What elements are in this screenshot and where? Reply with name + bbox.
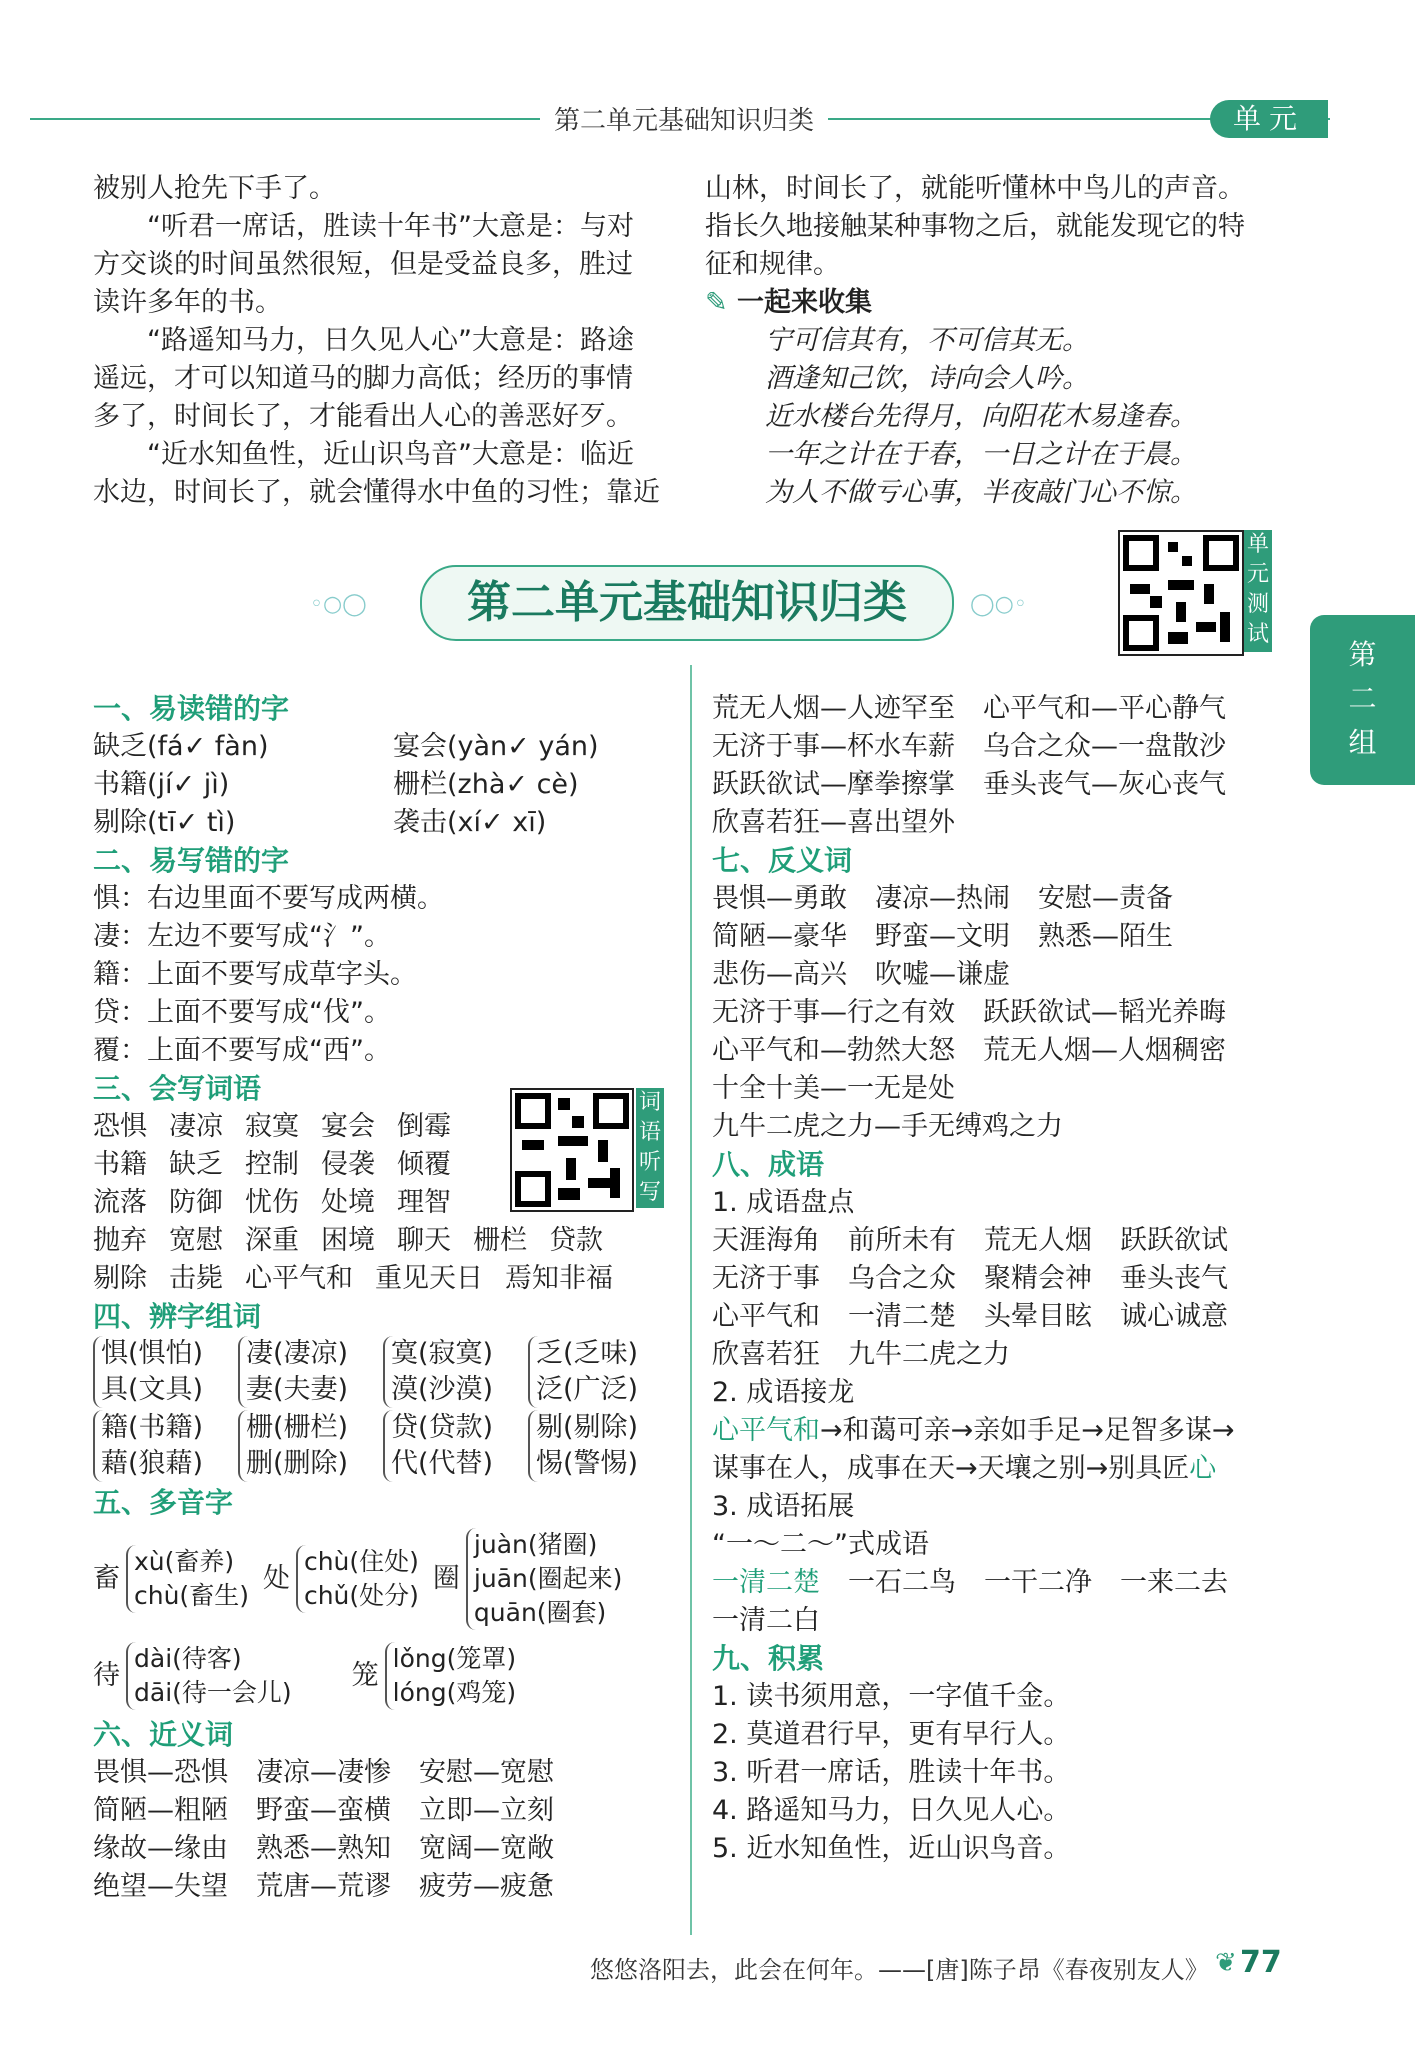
text-line: 读许多年的书。 [93, 287, 282, 318]
text-line: 2. 莫道君行早，更有早行人。 [712, 1719, 1071, 1750]
subsection-title: 3. 成语拓展 [712, 1491, 855, 1522]
right-column [712, 690, 1312, 1868]
collect-line: 酒逢知己饮，诗向会人吟。 [765, 363, 1089, 394]
item: 荒无人烟—人迹罕至 [712, 693, 955, 724]
left-column [93, 690, 683, 1906]
reading: dài(待客) [134, 1644, 242, 1673]
row [712, 690, 1312, 728]
row [712, 1222, 1312, 1260]
item: 天涯海角 [712, 1225, 820, 1256]
word: 贷款 [549, 1225, 603, 1256]
item: 栅栏(zhà✓ cè) [393, 769, 579, 800]
row: 一清二白 [712, 1605, 820, 1636]
item: 悲伤—高兴 [712, 959, 847, 990]
item: 缘故—缘由 [93, 1833, 228, 1864]
text-line: 3. 听君一席话，胜读十年书。 [712, 1757, 1071, 1788]
reading: xù(畜养) [134, 1547, 235, 1576]
item: 乌合之众—一盘散沙 [983, 731, 1226, 762]
char-group [238, 1410, 383, 1482]
collect-line: 一年之计在于春，一日之计在于晨。 [765, 439, 1197, 470]
char-groups [93, 1336, 683, 1482]
item: 前所未有 [848, 1225, 956, 1256]
pair: 籍(书籍) [101, 1412, 204, 1443]
row [712, 994, 1312, 1032]
reading: juàn(猪圈) [473, 1530, 598, 1559]
row [712, 804, 1312, 842]
text-line: “路遥知马力，日久见人心”大意是：路途 [147, 325, 634, 356]
item: 宽阔—宽敞 [419, 1833, 554, 1864]
reading: juān(圈起来) [473, 1564, 623, 1593]
side-tab-char: 组 [1348, 726, 1377, 759]
polyphone [93, 1545, 249, 1613]
pair: 泛(广泛) [536, 1374, 639, 1405]
polyphone-char: 笼 [351, 1660, 379, 1691]
item: 立即—立刻 [419, 1795, 554, 1826]
char-group [93, 1410, 238, 1482]
item: 无济于事—杯水车薪 [712, 731, 955, 762]
tag-char: 听 [638, 1150, 661, 1175]
word: 心平气和 [245, 1263, 353, 1294]
section-title: 四、辨字组词 [93, 1300, 262, 1333]
item: 袭击(xí✓ xī) [393, 807, 547, 838]
item: 一清二楚 [712, 1567, 820, 1598]
text-line: 凄：左边不要写成“氵”。 [93, 921, 391, 952]
item: 疲劳—疲惫 [419, 1871, 554, 1902]
polyphone-char: 畜 [93, 1563, 120, 1594]
pair: 代(代替) [391, 1448, 494, 1479]
item: 心平气和 [712, 1301, 820, 1332]
text-line: 覆：上面不要写成“西”。 [93, 1035, 391, 1066]
reading: chǔ(处分) [303, 1581, 419, 1610]
section-title: 三、会写词语 [93, 1072, 262, 1105]
subsection-title: 1. 成语盘点 [712, 1187, 855, 1218]
item: 安慰—宽慰 [419, 1757, 554, 1788]
chain-start: 心平气和 [712, 1415, 820, 1446]
side-tab-char: 第 [1348, 638, 1377, 671]
row [93, 728, 683, 766]
section-title: 七、反义词 [712, 844, 853, 877]
row [712, 956, 1312, 994]
char-group [383, 1410, 528, 1482]
polyphone [93, 1642, 292, 1710]
section-title: 二、易写错的字 [93, 844, 290, 877]
polyphone [263, 1545, 419, 1613]
row [712, 1298, 1312, 1336]
row [712, 880, 1312, 918]
word: 侵袭 [321, 1149, 375, 1180]
row [712, 918, 1312, 956]
item: 垂头丧气 [1120, 1263, 1228, 1294]
word: 倒霉 [397, 1111, 451, 1142]
polyphone [433, 1528, 622, 1630]
word: 重见天日 [375, 1263, 483, 1294]
pair: 删(删除) [246, 1448, 349, 1479]
row [93, 1830, 683, 1868]
qr-tag-dictation [636, 1088, 664, 1208]
item: 畏惧—恐惧 [93, 1757, 228, 1788]
row: 九牛二虎之力—手无缚鸡之力 [712, 1111, 1063, 1142]
pair: 凄(凄凉) [246, 1338, 349, 1369]
pair: 具(文具) [101, 1374, 204, 1405]
tag-char: 试 [1246, 622, 1269, 647]
side-tab-char: 二 [1348, 682, 1377, 715]
text-line: 1. 读书须用意，一字值千金。 [712, 1681, 1071, 1712]
word: 书籍 [93, 1149, 147, 1180]
tag-char: 单 [1246, 532, 1269, 557]
item: 野蛮—蛮横 [256, 1795, 391, 1826]
word: 抛弃 [93, 1225, 147, 1256]
word-row [93, 1260, 683, 1298]
reading: dāi(待一会儿) [134, 1678, 292, 1707]
section-banner: 第二单元基础知识归类 [420, 565, 954, 641]
item: 一清二楚 [848, 1301, 956, 1332]
reading: chù(畜生) [134, 1581, 249, 1610]
item: 凄凉—热闹 [875, 883, 1010, 914]
subsection-title: 2. 成语接龙 [712, 1377, 855, 1408]
readings [385, 1642, 516, 1710]
row [93, 1754, 683, 1792]
row [712, 1336, 1312, 1374]
word: 忧伤 [245, 1187, 299, 1218]
text-line: 征和规律。 [705, 249, 840, 280]
running-header: 第二单元基础知识归类 [540, 100, 828, 137]
section-title: 九、积累 [712, 1642, 825, 1675]
item: 九牛二虎之力 [848, 1339, 1010, 1370]
section-title: 一、易读错的字 [93, 692, 290, 725]
pair: 栅(栅栏) [246, 1412, 349, 1443]
side-tab [1310, 615, 1415, 785]
word: 宽慰 [169, 1225, 223, 1256]
item: 熟悉—陌生 [1038, 921, 1173, 952]
collect-line: 为人不做亏心事，半夜敲门心不惊。 [765, 477, 1197, 508]
row [93, 804, 683, 842]
text-line: 5. 近水知鱼性，近山识鸟音。 [712, 1833, 1071, 1864]
text-line: 被别人抢先下手了。 [93, 173, 336, 204]
pair: 贷(贷款) [391, 1412, 494, 1443]
item: 绝望—失望 [93, 1871, 228, 1902]
item: 吹嘘—谦虚 [875, 959, 1010, 990]
pen-icon: ✎ [705, 287, 728, 318]
item: 简陋—粗陋 [93, 1795, 228, 1826]
item: 无济于事 [712, 1263, 820, 1294]
item: 跃跃欲试—韬光养晦 [983, 997, 1226, 1028]
word: 处境 [321, 1187, 375, 1218]
word: 流落 [93, 1187, 147, 1218]
item: 缺乏(fá✓ fàn) [93, 731, 269, 762]
item: 欣喜若狂—喜出望外 [712, 807, 955, 838]
char-group [93, 1336, 238, 1408]
text-line: 水边，时间长了，就会懂得水中鱼的习性；靠近 [93, 477, 660, 508]
word: 聊天 [397, 1225, 451, 1256]
item: 荒唐—荒谬 [256, 1871, 391, 1902]
section-title: 八、成语 [712, 1148, 825, 1181]
tag-char: 测 [1246, 592, 1269, 617]
item: 畏惧—勇敢 [712, 883, 847, 914]
item: 简陋—豪华 [712, 921, 847, 952]
reading: lǒng(笼罩) [392, 1644, 517, 1673]
tag-char: 词 [638, 1090, 661, 1115]
word: 击毙 [169, 1263, 223, 1294]
row [712, 1260, 1312, 1298]
chain-rest: →和蔼可亲→亲如手足→足智多谋→ [820, 1415, 1235, 1446]
word: 寂寞 [245, 1111, 299, 1142]
page-number: 77 [1240, 1945, 1282, 1980]
word: 控制 [245, 1149, 299, 1180]
polyphone-char: 处 [262, 1563, 290, 1594]
word: 剔除 [93, 1263, 147, 1294]
collect-title [705, 284, 1305, 322]
char-group [528, 1410, 673, 1482]
readings [296, 1545, 419, 1613]
item: 野蛮—文明 [875, 921, 1010, 952]
word: 理智 [397, 1187, 451, 1218]
readings [466, 1528, 622, 1630]
text-line: 惧：右边里面不要写成两横。 [93, 883, 444, 914]
item: 欣喜若狂 [712, 1339, 820, 1370]
item: 书籍(jí✓ jì) [93, 769, 230, 800]
polyphone-row [93, 1522, 683, 1636]
text-line: 籍：上面不要写成草字头。 [93, 959, 417, 990]
chain-end: 心 [1189, 1453, 1217, 1484]
text-line: 山林，时间长了，就能听懂林中鸟儿的声音。 [705, 173, 1245, 204]
column-divider [690, 665, 692, 1935]
qr-code-dictation[interactable] [510, 1088, 634, 1212]
unit-badge: 单元 [1210, 100, 1328, 138]
chain-rest: 谋事在人，成事在天→天壤之别→别具匠 [712, 1453, 1190, 1484]
item: 荒无人烟 [984, 1225, 1092, 1256]
word: 宴会 [321, 1111, 375, 1142]
qr-tag-unit-test [1244, 530, 1272, 652]
leaf-icon: ❦ [1215, 1948, 1237, 1978]
chain-line [712, 1412, 1312, 1450]
item: 无济于事—行之有效 [712, 997, 955, 1028]
item: 乌合之众 [848, 1263, 956, 1294]
item: 安慰—责备 [1038, 883, 1173, 914]
word: 缺乏 [169, 1149, 223, 1180]
tag-char: 写 [638, 1180, 661, 1205]
collect-line: 近水楼台先得月，向阳花木易逢春。 [765, 401, 1197, 432]
word: 恐惧 [93, 1111, 147, 1142]
banner-dots-left: ◦○◯ [310, 592, 367, 617]
row: 十全十美—一无是处 [712, 1073, 955, 1104]
pair: 惕(警惕) [536, 1448, 639, 1479]
item: 心平气和—平心静气 [983, 693, 1226, 724]
pair: 藉(狼藉) [101, 1448, 204, 1479]
section-title: 五、多音字 [93, 1486, 234, 1519]
readings [126, 1545, 249, 1613]
collect-line: 宁可信其有，不可信其无。 [765, 325, 1089, 356]
char-group [383, 1336, 528, 1408]
pair: 妻(夫妻) [246, 1374, 349, 1405]
word: 栅栏 [473, 1225, 527, 1256]
item: 头晕目眩 [984, 1301, 1092, 1332]
row [93, 1792, 683, 1830]
item: 凄凉—凄惨 [256, 1757, 391, 1788]
qr-code-unit-test[interactable] [1118, 530, 1244, 656]
word: 深重 [245, 1225, 299, 1256]
row [93, 766, 683, 804]
pair: 剔(剔除) [536, 1412, 639, 1443]
pair: 惧(惧怕) [101, 1338, 204, 1369]
text-line: 4. 路遥知马力，日久见人心。 [712, 1795, 1071, 1826]
row [712, 766, 1312, 804]
item: 一干二净 [984, 1567, 1092, 1598]
row [712, 1032, 1312, 1070]
word: 凄凉 [169, 1111, 223, 1142]
reading: lóng(鸡笼) [392, 1678, 517, 1707]
tag-char: 元 [1246, 562, 1269, 587]
footer-quote: 悠悠洛阳去，此会在何年。——[唐]陈子昂《春夜别友人》 [590, 1956, 1209, 1984]
char-group [528, 1336, 673, 1408]
item: 一石二鸟 [848, 1567, 956, 1598]
word: 防御 [169, 1187, 223, 1218]
reading: chù(住处) [303, 1547, 419, 1576]
collect-title-text: 一起来收集 [737, 287, 873, 318]
item: 荒无人烟—人烟稠密 [983, 1035, 1226, 1066]
polyphone-char: 圈 [432, 1563, 460, 1594]
tag-char: 语 [638, 1120, 661, 1145]
readings [126, 1642, 292, 1710]
item: 聚精会神 [984, 1263, 1092, 1294]
text-line: 遥远，才可以知道马的脚力高低；经历的事情 [93, 363, 633, 394]
pair: 寞(寂寞) [391, 1338, 494, 1369]
reading: quān(圈套) [473, 1598, 607, 1627]
item: 一来二去 [1120, 1567, 1228, 1598]
item: 诚心诚意 [1120, 1301, 1228, 1332]
section-title: 六、近义词 [93, 1718, 234, 1751]
item: 熟悉—熟知 [256, 1833, 391, 1864]
item: 跃跃欲试 [1120, 1225, 1228, 1256]
row [712, 728, 1312, 766]
item: 垂头丧气—灰心丧气 [983, 769, 1226, 800]
item: 心平气和—勃然大怒 [712, 1035, 955, 1066]
text-line: 多了，时间长了，才能看出人心的善恶好歹。 [93, 401, 633, 432]
word-row [93, 1222, 683, 1260]
polyphone-char: 待 [93, 1660, 120, 1691]
text-line: 贷：上面不要写成“伐”。 [93, 997, 391, 1028]
text-line: “听君一席话，胜读十年书”大意是：与对 [147, 211, 634, 242]
row [93, 1868, 683, 1906]
word: 倾覆 [397, 1149, 451, 1180]
word: 困境 [321, 1225, 375, 1256]
row [712, 1564, 1312, 1602]
top-right-text [705, 170, 1305, 512]
pair: 乏(乏味) [536, 1338, 639, 1369]
pattern-label: “一～二～”式成语 [712, 1529, 929, 1560]
text-line: 方交谈的时间虽然很短，但是受益良多，胜过 [93, 249, 633, 280]
item: 剔除(tī✓ tì) [93, 807, 236, 838]
polyphone [352, 1642, 516, 1710]
text-line: “近水知鱼性，近山识鸟音”大意是：临近 [147, 439, 634, 470]
polyphone-row [93, 1636, 683, 1716]
chain-line [712, 1450, 1312, 1488]
pair: 漠(沙漠) [391, 1374, 494, 1405]
top-left-text [93, 170, 683, 512]
word: 焉知非福 [505, 1263, 613, 1294]
banner-dots-right: ◯○◦ [970, 592, 1027, 617]
char-group [238, 1336, 383, 1408]
item: 宴会(yàn✓ yán) [393, 731, 599, 762]
text-line: 指长久地接触某种事物之后，就能发现它的特 [705, 211, 1245, 242]
item: 跃跃欲试—摩拳擦掌 [712, 769, 955, 800]
